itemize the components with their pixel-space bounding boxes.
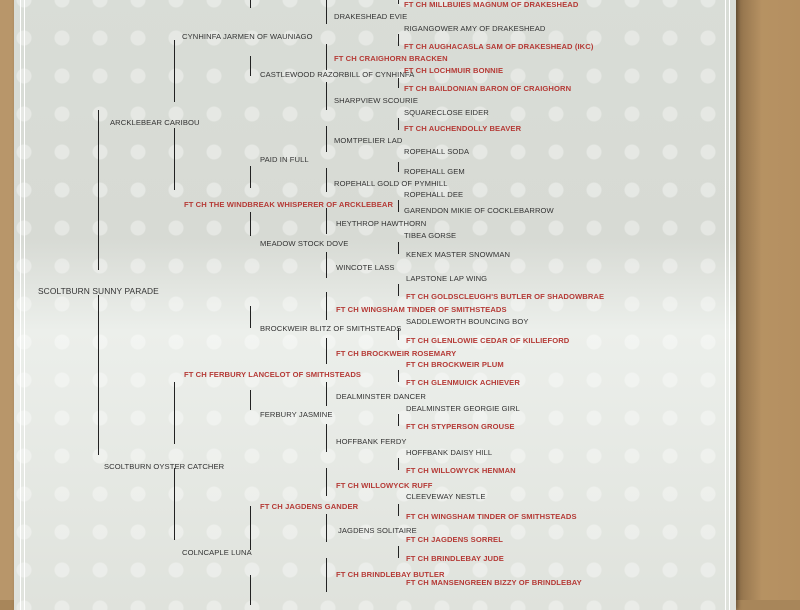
bracket-gen1 — [98, 110, 99, 270]
gen4-9: FT CH BROCKWEIR ROSEMARY — [336, 349, 457, 358]
gen5-22: HOFFBANK DAISY HILL — [406, 448, 493, 457]
bracket-gen3-e — [250, 306, 251, 328]
sire: ARCKLEBEAR CARIBOU — [110, 118, 200, 127]
gen5-25: FT CH WINGSHAM TINDER OF SMITHSTEADS — [406, 512, 577, 521]
gen3-4: BROCKWEIR BLITZ OF SMITHSTEADS — [260, 324, 402, 333]
gen5-17: FT CH GLENLOWIE CEDAR OF KILLIEFORD — [406, 336, 570, 345]
subject-dog: SCOLTBURN SUNNY PARADE — [38, 286, 159, 296]
gen5-1: FT CH MILLBUIES MAGNUM OF DRAKESHEAD — [404, 0, 579, 9]
gen5-16: SADDLEWORTH BOUNCING BOY — [406, 317, 529, 326]
bracket-gen5-1 — [398, 0, 399, 4]
gen5-19: FT CH GLENMUICK ACHIEVER — [406, 378, 520, 387]
bracket-gen3-f — [250, 390, 251, 410]
gen5-21: FT CH STYPERSON GROUSE — [406, 422, 515, 431]
bracket-gen4-13 — [326, 514, 327, 542]
bracket-gen3-c — [250, 166, 251, 188]
gen5-13: KENEX MASTER SNOWMAN — [406, 250, 511, 259]
gen3-6: FT CH JAGDENS GANDER — [260, 502, 359, 511]
gen4-14: FT CH BRINDLEBAY BUTLER — [336, 570, 445, 579]
bracket-gen2-d — [174, 468, 175, 540]
bracket-gen3-b — [250, 56, 251, 76]
bracket-gen2-b — [174, 128, 175, 190]
gen4-12: FT CH WILLOWYCK RUFF — [336, 481, 433, 490]
bracket-gen2-c — [174, 382, 175, 444]
bracket-gen4-8 — [326, 292, 327, 320]
bracket-gen5-9 — [398, 328, 399, 340]
bracket-gen4-6 — [326, 208, 327, 234]
sire-dam: FT CH THE WINDBREAK WHISPERER OF ARCKLEBEAR — [184, 200, 394, 209]
gen4-1: DRAKESHEAD EVIE — [334, 12, 408, 21]
gen3-3: MEADOW STOCK DOVE — [260, 239, 349, 248]
gen4-4: MOMTPELIER LAD — [334, 136, 403, 145]
bracket-gen4-12 — [326, 468, 327, 496]
gen5-9: ROPEHALL GEM — [404, 167, 465, 176]
bracket-gen3-g — [250, 506, 251, 550]
gen3-2: PAID IN FULL — [260, 155, 309, 164]
gen5-14: LAPSTONE LAP WING — [406, 274, 488, 283]
bracket-gen5-10 — [398, 370, 399, 382]
bracket-gen1-lower — [98, 295, 99, 455]
bracket-gen5-11 — [398, 414, 399, 426]
gen3-1: CASTLEWOOD RAZORBILL OF CYNHINFA — [260, 70, 415, 79]
gen4-6: HEYTHROP HAWTHORN — [336, 219, 427, 228]
bracket-gen4-7 — [326, 252, 327, 278]
gen5-10: ROPEHALL DEE — [404, 190, 464, 199]
bracket-gen3-a — [250, 0, 251, 8]
gen4-11: HOFFBANK FERDY — [336, 437, 407, 446]
gen5-6: SQUARECLOSE EIDER — [404, 108, 489, 117]
gen5-15: FT CH GOLDSCLEUGH'S BUTLER OF SHADOWBRAE — [406, 292, 605, 301]
gen5-12: TIBEA GORSE — [404, 231, 457, 240]
bracket-gen5-8 — [398, 284, 399, 296]
dam-dam: COLNCAPLE LUNA — [182, 548, 252, 557]
bracket-gen5-13 — [398, 504, 399, 516]
paper-shadow — [736, 0, 762, 600]
bracket-gen5-4 — [398, 118, 399, 130]
bracket-gen5-3 — [398, 78, 399, 88]
gen4-7: WINCOTE LASS — [336, 263, 395, 272]
dam-sire: FT CH FERBURY LANCELOT OF SMITHSTEADS — [184, 370, 362, 379]
gen5-2: RIGANGOWER AMY OF DRAKESHEAD — [404, 24, 546, 33]
gen4-2: FT CH CRAIGHORN BRACKEN — [334, 54, 448, 63]
bracket-gen5-7 — [398, 242, 399, 254]
gen5-27: FT CH BRINDLEBAY JUDE — [406, 554, 504, 563]
gen5-20: DEALMINSTER GEORGIE GIRL — [406, 404, 520, 413]
bracket-gen4-1 — [326, 0, 327, 24]
gen5-26: FT CH JAGDENS SORREL — [406, 535, 503, 544]
gen4-13: JAGDENS SOLITAIRE — [338, 526, 417, 535]
gen5-23: FT CH WILLOWYCK HENMAN — [406, 466, 516, 475]
gen5-3: FT CH AUGHACASLA SAM OF DRAKESHEAD (IKC) — [404, 42, 594, 51]
bracket-gen5-5 — [398, 162, 399, 172]
bracket-gen5-2 — [398, 34, 399, 46]
gen4-8: FT CH WINGSHAM TINDER OF SMITHSTEADS — [336, 305, 507, 314]
bracket-gen4-2 — [326, 44, 327, 70]
gen5-24: CLEEVEWAY NESTLE — [406, 492, 486, 501]
gen3-5: FERBURY JASMINE — [260, 410, 333, 419]
bracket-gen5-14 — [398, 546, 399, 558]
gen5-18: FT CH BROCKWEIR PLUM — [406, 360, 504, 369]
bracket-gen4-4 — [326, 126, 327, 152]
gen5-5: FT CH BAILDONIAN BARON OF CRAIGHORN — [404, 84, 572, 93]
gen5-8: ROPEHALL SODA — [404, 147, 470, 156]
gen5-4: FT CH LOCHMUIR BONNIE — [404, 66, 504, 75]
sire-sire: CYNHINFA JARMEN OF WAUNIAGO — [182, 32, 313, 41]
bracket-gen4-5 — [326, 168, 327, 192]
bracket-gen4-10 — [326, 382, 327, 406]
bracket-gen5-6 — [398, 200, 399, 212]
bracket-gen4-14 — [326, 558, 327, 592]
bracket-gen5-12 — [398, 458, 399, 470]
bracket-gen2-a — [174, 40, 175, 102]
bracket-gen4-3 — [326, 82, 327, 110]
bracket-gen4-11 — [326, 424, 327, 452]
dam: SCOLTBURN OYSTER CATCHER — [104, 462, 225, 471]
bracket-gen3-h — [250, 575, 251, 605]
gen4-10: DEALMINSTER DANCER — [336, 392, 426, 401]
gen5-11: GARENDON MIKIE OF COCKLEBARROW — [404, 206, 554, 215]
bracket-gen4-9 — [326, 338, 327, 364]
gen5-28: FT CH MANSENGREEN BIZZY OF BRINDLEBAY — [406, 578, 582, 587]
pedigree-chart-paper — [14, 0, 736, 610]
bracket-gen3-d — [250, 212, 251, 236]
gen5-7: FT CH AUCHENDOLLY BEAVER — [404, 124, 522, 133]
gen4-3: SHARPVIEW SCOURIE — [334, 96, 418, 105]
gen4-5: ROPEHALL GOLD OF PYMHILL — [334, 179, 448, 188]
